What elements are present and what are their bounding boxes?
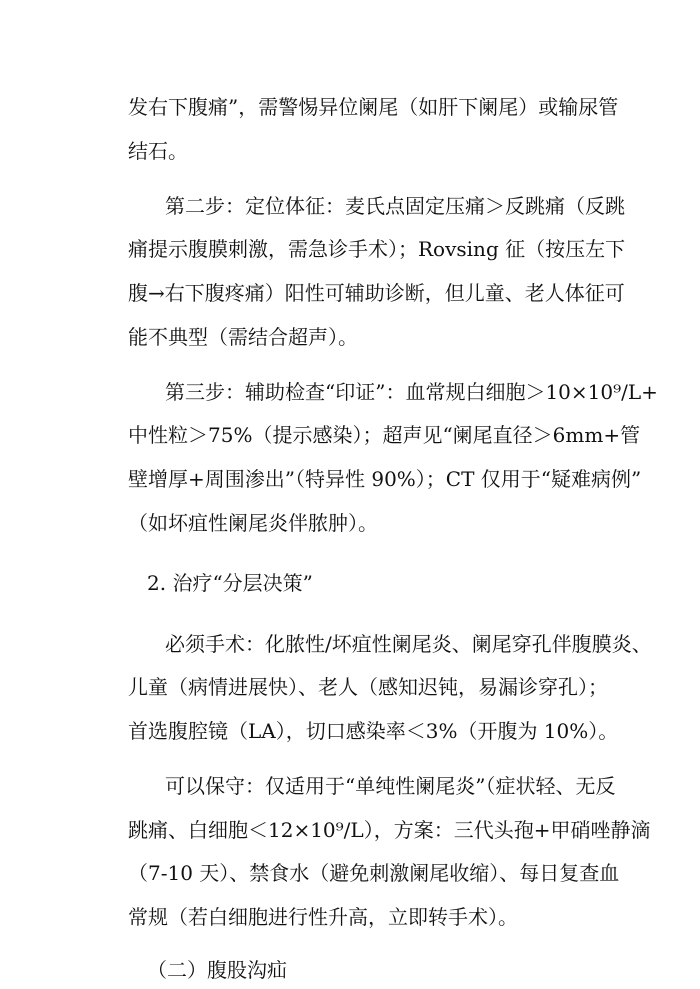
paragraph-2-line-4: 能不典型（需结合超声）。 <box>128 325 358 349</box>
paragraph-5-line-4: 常规（若白细胞进行性升高，立即转手术）。 <box>128 905 518 929</box>
paragraph-3-line-3: 壁增厚+周围渗出”（特异性 90%）；CT 仅用于“疑难病例” <box>128 467 642 491</box>
paragraph-4-line-3: 首选腹腔镜（LA），切口感染率＜3%（开腹为 10%）。 <box>128 719 619 743</box>
paragraph-3-line-4: （如坏疽性阑尾炎伴脓肿）。 <box>128 511 378 535</box>
paragraph-5-line-2: 跳痛、白细胞＜12×10⁹/L），方案：三代头孢+甲硝唑静滴 <box>128 818 651 842</box>
paragraph-2-line-1: 第二步：定位体征：麦氏点固定压痛＞反跳痛（反跳 <box>165 194 625 218</box>
section-heading-inguinal-hernia: （二）腹股沟疝 <box>147 958 287 982</box>
paragraph-2-line-3: 腹→右下腹疼痛）阳性可辅助诊断，但儿童、老人体征可 <box>128 281 625 305</box>
paragraph-4-line-1: 必须手术：化脓性/坏疽性阑尾炎、阑尾穿孔伴腹膜炎、 <box>165 632 652 656</box>
paragraph-3-line-2: 中性粒＞75%（提示感染）；超声见“阑尾直径＞6mm+管 <box>128 423 641 447</box>
paragraph-1-line-1: 发右下腹痛”，需警惕异位阑尾（如肝下阑尾）或输尿管 <box>128 95 619 119</box>
paragraph-5-line-3: （7-10 天）、禁食水（避免刺激阑尾收缩）、每日复查血 <box>128 861 620 885</box>
paragraph-1-line-2: 结石。 <box>128 139 188 163</box>
section-heading-treatment: 2. 治疗“分层决策” <box>147 571 313 595</box>
paragraph-3-line-1: 第三步：辅助检查“印证”：血常规白细胞＞10×10⁹/L+ <box>165 380 658 404</box>
paragraph-5-line-1: 可以保守：仅适用于“单纯性阑尾炎”（症状轻、无反 <box>165 774 616 798</box>
paragraph-2-line-2: 痛提示腹膜刺激，需急诊手术）；Rovsing 征（按压左下 <box>128 237 626 261</box>
paragraph-4-line-2: 儿童（病情进展快）、老人（感知迟钝，易漏诊穿孔）； <box>128 675 608 699</box>
